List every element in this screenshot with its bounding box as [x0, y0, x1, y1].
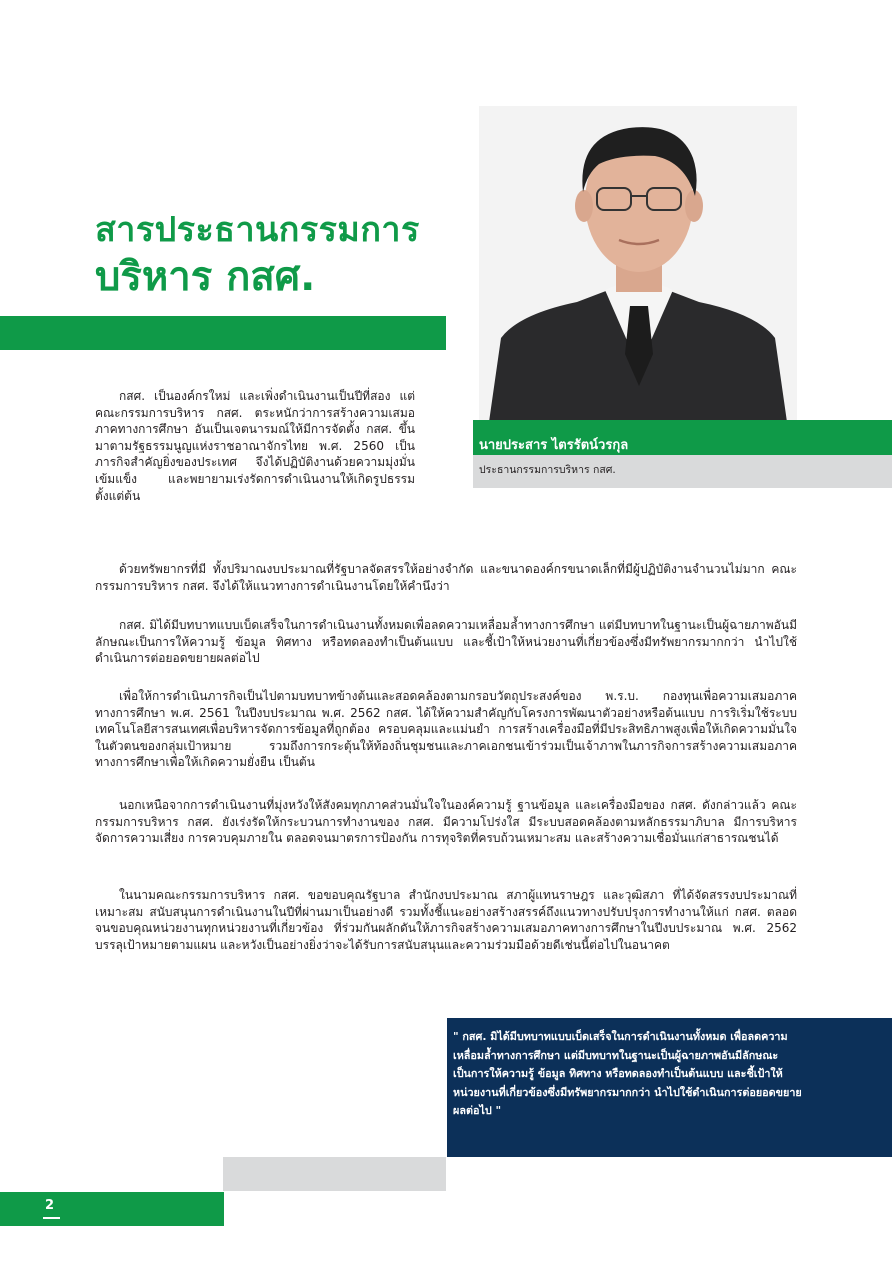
body-paragraph-6: ในนามคณะกรรมการบริหาร กสศ. ขอขอบคุณรัฐบาล สำนักงบประมาณ สภาผู้แทนราษฎร และวุฒิสภา ที่ได้จัดสรรงบประมาณที่เหมาะสม สนับสนุนการดำเนินงานในปีที่ผ่านมาเป็นอย่างดี รวมทั้งชี้แนะอย่างสร้างสรรค์ถึงแนวทางปรับปรุงการทำงานให้แก่ กสศ. ตลอดจนขอบคุณหน่วยงานทุกหน่วยงานที่เกี่ยวข้อง ที่ร่วมกันผลักดันให้ภารกิจสร้างความเสมอภาคทางการศึกษาในปีงบประมาณ พ.ศ. 2562 บรรลุเป้าหมายตามแผน และหวังเป็นอย่างยิ่งว่าจะได้รับการสนับสนุนและความร่วมมือด้วยดีเช่นนี้ต่อไปในอนาคต — [95, 888, 797, 952]
page-title-line-1: สารประธานกรรมการ — [95, 210, 420, 250]
page-title — [95, 208, 420, 302]
chairman-portrait — [479, 106, 797, 422]
title-accent-bar — [0, 316, 446, 350]
body-paragraph-4: เพื่อให้การดำเนินภารกิจเป็นไปตามบทบาทข้างต้นและสอดคล้องตามกรอบวัตถุประสงค์ของ พ.ร.บ. กองทุนเพื่อความเสมอภาคทางการศึกษา พ.ศ. 2561 ในปีงบประมาณ พ.ศ. 2562 กสศ. ได้ให้ความสำคัญกับโครงการพัฒนาตัวอย่างหรือต้นแบบ การริเริ่มใช้ระบบเทคโนโลยีสารสนเทศเพื่อบริหารจัดการข้อมูลที่ถูกต้อง ครอบคลุมและแม่นยำ การสร้างเครื่องมือที่มีประสิทธิภาพสูงเพื่อให้เกิดความมั่นใจในตัวตนของกลุ่มเป้าหมาย รวมถึงการกระตุ้นให้ท้องถิ่นชุมชนและภาคเอกชนเข้าร่วมเป็นเจ้าภาพในภารกิจการสร้างความเสมอภาคทางการศึกษาเพื่อให้เกิดความยั่งยืน เป็นต้น — [95, 689, 797, 770]
portrait-photo-icon — [479, 106, 797, 422]
page-title-line-2: บริหาร กสศ. — [95, 254, 316, 300]
body-paragraph-2: ด้วยทรัพยากรที่มี ทั้งปริมาณงบประมาณที่รัฐบาลจัดสรรให้อย่างจำกัด และขนาดองค์กรขนาดเล็กที่มีผู้ปฏิบัติงานจำนวนไม่มาก คณะกรรมการบริหาร กสศ. จึงได้ให้แนวทางการดำเนินงานโดยให้คำนึงว่า — [95, 562, 797, 593]
pull-quote: " กสศ. มิได้มีบทบาทแบบเบ็ดเสร็จในการดำเนินงานทั้งหมด เพื่อลดความเหลื่อมล้ำทางการศึกษา แต่มีบทบาทในฐานะเป็นผู้ฉายภาพอันมีลักษณะเป็นการให้ความรู้ ข้อมูล ทิศทาง หรือทดลองทำเป็นต้นแบบ และชี้เป้าให้หน่วยงานที่เกี่ยวข้องซึ่งมีทรัพยากรมากกว่า นำไปใช้ดำเนินการต่อยอดขยายผลต่อไป " — [453, 1030, 802, 1117]
body-paragraph-3: กสศ. มิได้มีบทบาทแบบเบ็ดเสร็จในการดำเนินงานทั้งหมดเพื่อลดความเหลื่อมล้ำทางการศึกษา แต่มีบทบาทในฐานะเป็นผู้ฉายภาพอันมีลักษณะเป็นการให้ความรู้ ข้อมูล ทิศทาง หรือทดลองทำเป็นต้นแบบ และชี้เป้าให้หน่วยงานที่เกี่ยวข้องซึ่งมีทรัพยากรมากกว่า นำไปใช้ดำเนินการต่อยอดขยายผลต่อไป — [95, 618, 797, 666]
body-paragraph-1: กสศ. เป็นองค์กรใหม่ และเพิ่งดำเนินงานเป็นปีที่สอง แต่คณะกรรมการบริหาร กสศ. ตระหนักว่าการสร้างความเสมอภาคทางการศึกษา อันเป็นเจตนารมณ์ให้มีการจัดตั้ง กสศ. ขึ้นมาตามรัฐธรรมนูญแห่งราชอาณาจักรไทย พ.ศ. 2560 เป็นภารกิจสำคัญยิ่งของประเทศ จึงได้ปฏิบัติงานด้วยความมุ่งมั่นเข้มแข็ง และพยายามเร่งรัดการดำเนินงานให้เกิดรูปธรรมตั้งแต่ต้น — [95, 389, 415, 503]
page-number: 2 — [45, 1198, 55, 1213]
page-number-underline — [43, 1217, 60, 1219]
footer-gray-bar — [223, 1157, 446, 1191]
chairman-name: นายประสาร ไตรรัตน์วรกุล — [479, 438, 629, 453]
footer-green-bar — [0, 1192, 224, 1226]
body-paragraph-5: นอกเหนือจากการดำเนินงานที่มุ่งหวังให้สังคมทุกภาคส่วนมั่นใจในองค์ความรู้ ฐานข้อมูล และเครื่องมือของ กสศ. ดังกล่าวแล้ว คณะกรรมการบริหาร กสศ. ยังเร่งรัดให้กระบวนการทำงานของ กสศ. มีความโปร่งใส มีระบบสอดคล้องตามหลักธรรมาภิบาล มีการบริหารจัดการความเสี่ยง การควบคุมภายใน ตลอดจนมาตรการป้องกัน การทุจริตที่ครบถ้วนเหมาะสม และสร้างความเชื่อมั่นแก่สาธารณชนได้ — [95, 798, 797, 846]
chairman-position: ประธานกรรมการบริหาร กสศ. — [479, 464, 616, 476]
